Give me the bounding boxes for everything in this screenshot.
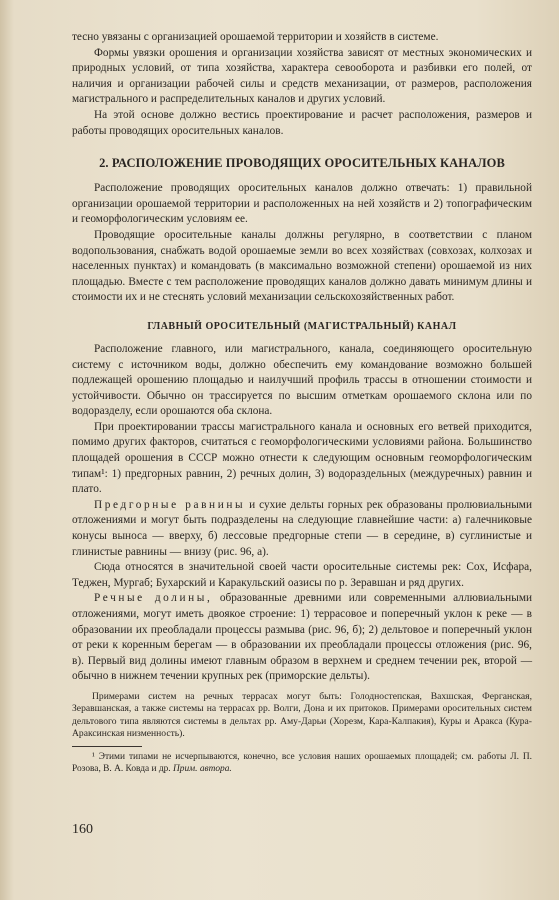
page-number: 160: [72, 822, 93, 837]
paragraph: Формы увязки орошения и организации хозяйства зависят от местных экономических и природных условий, от типа хозяйства, характера севооборота и разбивки его полей, от наличия и организации рабочей силы и средств механизации, от размеров, расположения магистрального и распределительных каналов и других условий.: [72, 46, 532, 106]
paragraph: Расположение главного, или магистрального, канала, соединяющего оросительную систему с источником воды, должно обеспечить ему командование возможно большей подлежащей орошению площадью и наилучший профиль трассы в отношении стоимости и устойчивости. Обычно он трассируется по высшим отметкам орошаемого склона или по водоразделу, если орошаются оба склона.: [72, 342, 532, 418]
footnote-text: ¹ Этими типами не исчерпываются, конечно, все условия наших орошаемых площадей; см. работы Л. П. Розова, В. А. Ковда и др.: [72, 751, 532, 774]
footnote-author-note: Прим. автора.: [173, 763, 232, 774]
paragraph-text: образованные древними или современными аллювиальными отложениями, могут иметь двоякое строение: 1) террасовое и поперечный уклон к реке — в образовании их преобладали процессы размыва (рис. 96, б); 2) дельтовое и поперечный уклон от реки к коренным берегам — в образовании их преобладали процессы отложения (рис. 96, в). Первый вид долины имеют главным образом в верхнем и среднем течении рек, второй — обычно в нижнем течении крупных рек (приморские дельты).: [72, 592, 533, 683]
paragraph: На этой основе должно вестись проектирование и расчет расположения, размеров и работы проводящих оросительных каналов.: [72, 108, 532, 137]
paragraph: [72, 591, 532, 685]
page-body: [72, 30, 532, 775]
footnote-rule: [72, 746, 142, 747]
paragraph: [72, 498, 532, 560]
subsection-heading: ГЛАВНЫЙ ОРОСИТЕЛЬНЫЙ (МАГИСТРАЛЬНЫЙ) КАНАЛ: [147, 320, 457, 332]
spaced-term: Предгорные равнины: [94, 498, 246, 511]
footnote: [72, 751, 532, 775]
paragraph: Расположение проводящих оросительных каналов должно отвечать: 1) правильной организации орошаемой территории и расположенных на ней хозяйств и 2) топографическим и геоморфологическим условиям ее.: [72, 182, 532, 226]
spaced-term: Речные долины,: [94, 592, 213, 605]
paragraph: Сюда относятся в значительной своей части оросительные системы рек: Сох, Исфара, Теджен, Мургаб; Бухарский и Каракульский оазисы по р. Зеравшан и ряд других.: [72, 561, 532, 589]
small-print-paragraph: Примерами систем на речных террасах могут быть: Голодностепская, Вахшская, Ферганская, Зеравшанская, а также системы на террасах рр. Волги, Дона и их притоков. Примерами оросительных систем дельтового типа являются системы в дельтах рр. Аму-Дарьи (Хорезм, Кара-Калпакия), Куры и Аракса (Кура-Араксинская низменность).: [72, 690, 532, 740]
paragraph: При проектировании трассы магистрального канала и основных его ветвей приходится, помимо других факторов, считаться с геоморфологическими условиями района. Большинство площадей орошения в СССР можно отнести к следующим основным геоморфологическим типам¹: 1) предгорных равнин, 2) речных долин, 3) водораздельных (междуречных) равнин и плато.: [72, 420, 532, 496]
paragraph: Проводящие оросительные каналы должны регулярно, в соответствии с планом водопользования, снабжать водой орошаемые земли во всех хозяйствах (совхозах, колхозах и населенных пунктах) и командовать (в максимально возможной степени) орошаемой из них площадью. Вместе с тем расположение проводящих каналов должно давать минимум длины и стоимости их и не стеснять условий механизации сельскохозяйственных работ.: [72, 228, 532, 304]
section-heading: 2. РАСПОЛОЖЕНИЕ ПРОВОДЯЩИХ ОРОСИТЕЛЬНЫХ КАНАЛОВ: [99, 156, 505, 171]
small-print-block: [72, 691, 532, 775]
paragraph: тесно увязаны с организацией орошаемой территории и хозяйств в системе.: [72, 31, 439, 43]
paragraph-text: и сухие дельты горных рек образованы пролювиальными отложениями и могут быть подразделены на следующие главнейшие части: а) галечниковые конусы выноса — вверху, б) лессовые предгорные степи — в середине, в) суглинистые и глинистые равнины — внизу (рис. 96, а).: [72, 498, 532, 558]
